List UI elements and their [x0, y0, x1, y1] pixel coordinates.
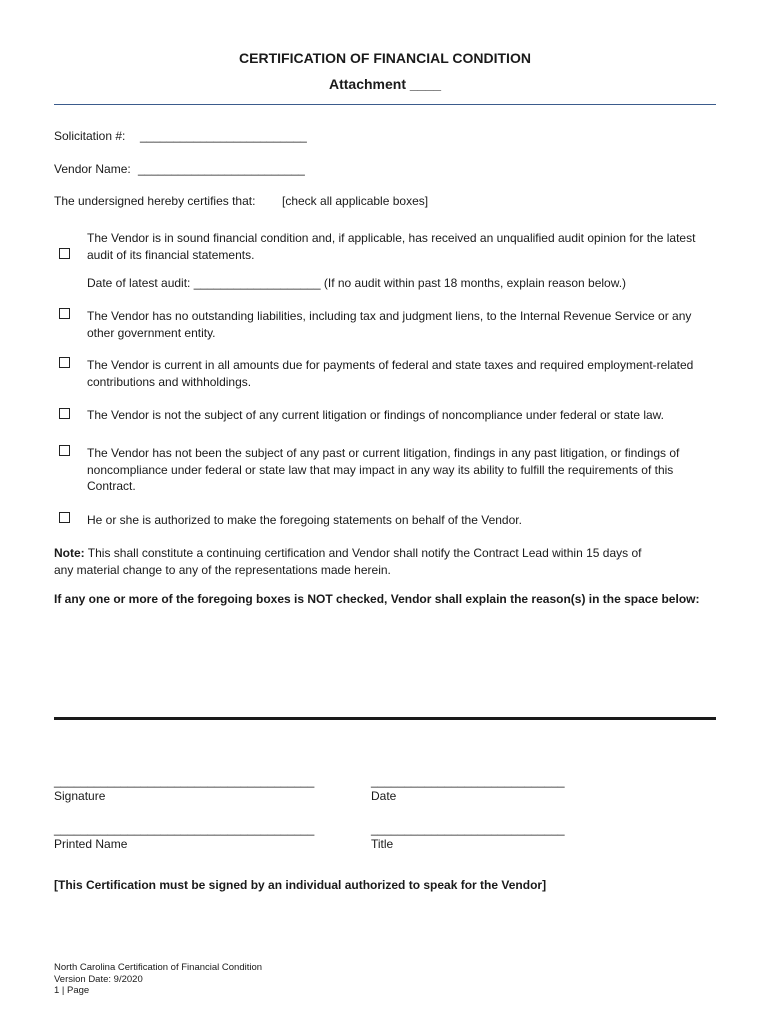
audit-date-line: Date of latest audit: ___________________ (If no audit within past 18 months, explain reason below.)	[87, 276, 627, 290]
footer-version-date: Version Date: 9/2020	[54, 973, 143, 985]
authorization-statement: [This Certification must be signed by an individual authorized to speak for the Vendor]	[54, 878, 547, 892]
footer-form-name: North Carolina Certification of Financial Condition	[54, 962, 263, 973]
document-title: CERTIFICATION OF FINANCIAL CONDITION	[239, 50, 531, 66]
printed-name-label: Printed Name	[54, 837, 128, 851]
checkbox-no-litigation[interactable]	[59, 408, 70, 419]
checkbox-no-liabilities[interactable]	[59, 308, 70, 319]
solicitation-field[interactable]: _________________________	[140, 129, 307, 143]
signature-label: Signature	[54, 789, 106, 803]
vendor-name-label: Vendor Name:	[54, 162, 131, 176]
solicitation-label: Solicitation #:	[54, 129, 126, 143]
date-line[interactable]: _____________________________	[371, 774, 565, 788]
checkbox-current-taxes[interactable]	[59, 357, 70, 368]
title-label: Title	[371, 837, 394, 851]
checkbox-sound-financial[interactable]	[59, 248, 70, 259]
footer-page-number: 1 | Page	[54, 985, 90, 996]
date-label: Date	[371, 789, 397, 803]
checkbox-no-past-litigation[interactable]	[59, 445, 70, 456]
note-text: This shall constitute a continuing certification and Vendor shall notify the Contract Lead within 15 days of any material change to any of the representations made herein.	[54, 546, 642, 577]
header-divider	[54, 104, 716, 105]
signature-line[interactable]: _______________________________________	[54, 774, 315, 788]
item-no-litigation: The Vendor is not the subject of any current litigation or findings of noncompliance under federal or state law.	[87, 408, 665, 422]
item-current-taxes: The Vendor is current in all amounts due for payments of federal and state taxes and required employment-related contributions and withholdings.	[87, 358, 694, 389]
checkbox-authorized[interactable]	[59, 512, 70, 523]
item-authorized: He or she is authorized to make the foregoing statements on behalf of the Vendor.	[87, 513, 522, 527]
vendor-name-field[interactable]: _________________________	[138, 162, 305, 176]
item-sound-financial: The Vendor is in sound financial condition and, if applicable, has received an unqualified audit opinion for the latest audit of its financial statements.	[87, 231, 696, 262]
certifies-lead: The undersigned hereby certifies that:	[54, 194, 256, 208]
attachment-label: Attachment ____	[328, 76, 442, 92]
item-no-past-litigation: The Vendor has not been the subject of any past or current litigation, findings in any past litigation, or findings of noncompliance under federal or state law that may impact in any way its ability to fulfill the requirements of this Contract.	[87, 446, 680, 493]
explanation-line	[54, 717, 716, 720]
check-instruction: [check all applicable boxes]	[282, 194, 429, 208]
footer	[54, 962, 262, 997]
item-no-liabilities: The Vendor has no outstanding liabilities, including tax and judgment liens, to the Internal Revenue Service or any other government entity.	[87, 309, 692, 340]
printed-name-line[interactable]: _______________________________________	[54, 822, 315, 836]
note-label: Note:	[54, 546, 85, 560]
note-paragraph	[54, 545, 664, 578]
title-line[interactable]: _____________________________	[371, 822, 565, 836]
explain-instruction: If any one or more of the foregoing boxes is NOT checked, Vendor shall explain the reason(s) in the space below:	[54, 592, 700, 606]
